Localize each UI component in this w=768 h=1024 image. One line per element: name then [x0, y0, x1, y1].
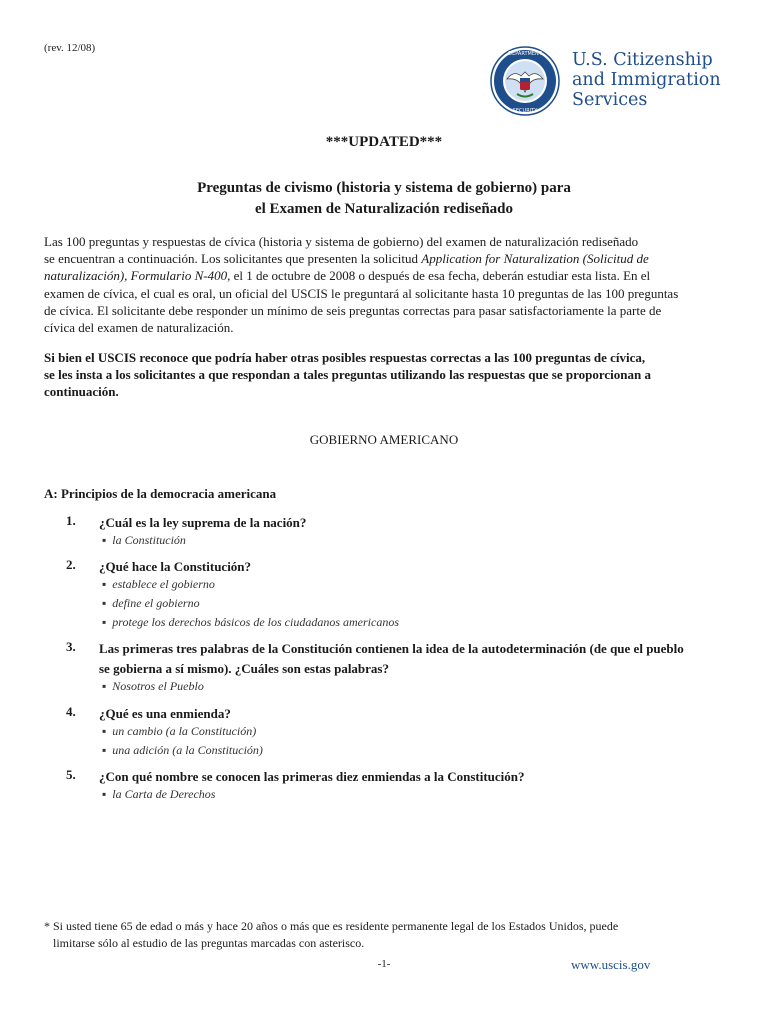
agency-name: [572, 50, 721, 110]
bullet-icon: ▪: [102, 787, 107, 801]
answer-item: ▪ define el gobierno: [102, 596, 200, 610]
page-number: -1-: [377, 958, 391, 970]
document-title: [0, 178, 768, 220]
answer-list: [102, 785, 215, 804]
svg-text:SECURITY: SECURITY: [512, 108, 538, 114]
question-text: Las primeras tres palabras de la Constitución contienen la idea de la autodeterminación (de que el pueblo se gobierna a sí mismo). ¿Cuáles son estas palabras?: [99, 641, 684, 676]
bullet-icon: ▪: [102, 679, 107, 693]
question-number: 5.: [66, 767, 76, 782]
answer-item: ▪ una adición (a la Constitución): [102, 743, 263, 757]
form-title-italic: naturalización), Formulario N-400: [44, 268, 228, 284]
intro-line: de cívica. El solicitante debe responder un mínimo de seis preguntas correctas para pasar satisfactoriamente la parte de: [44, 302, 662, 318]
svg-text:DEPARTMENT: DEPARTMENT: [508, 51, 542, 57]
answer-item: ▪ un cambio (a la Constitución): [102, 724, 257, 738]
question-number: 1.: [66, 513, 76, 528]
bullet-icon: ▪: [102, 615, 107, 629]
form-title-italic: Application for Naturalization (Solicitud de: [421, 251, 649, 267]
bullet-icon: ▪: [102, 724, 107, 738]
answer-list: [102, 531, 186, 550]
answer-item: ▪ Nosotros el Pueblo: [102, 679, 204, 693]
question-text: ¿Cuál es la ley suprema de la nación?: [99, 515, 307, 530]
intro-line: se encuentran a continuación. Los solicitantes que presenten la solicitud Application for Naturalization (Solicitud de: [44, 251, 649, 267]
intro-line: cívica del examen de naturalización.: [44, 320, 234, 336]
section-title: GOBIERNO AMERICANO: [309, 432, 459, 447]
answer-list: [102, 575, 399, 632]
question-text: ¿Con qué nombre se conocen las primeras diez enmiendas a la Constitución?: [99, 769, 525, 784]
bullet-icon: ▪: [102, 577, 107, 591]
agency-name-line: Services: [572, 90, 648, 110]
footnote-line: * Si usted tiene 65 de edad o más y hace 20 años o más que es residente permanente legal de los Estados Unidos, puede: [44, 919, 619, 933]
updated-banner: ***UPDATED***: [325, 134, 443, 150]
answer-item: ▪ la Carta de Derechos: [102, 787, 216, 801]
agency-name-line: U.S. Citizenship: [572, 50, 713, 70]
intro-line: examen de cívica, el cual es oral, un oficial del USCIS le preguntará al solicitante hasta 10 preguntas de las 100 preguntas: [44, 285, 679, 301]
footnote: [44, 918, 734, 951]
bullet-icon: ▪: [102, 533, 107, 547]
answer-list: [102, 722, 263, 760]
question-number: 2.: [66, 557, 76, 572]
bullet-icon: ▪: [102, 596, 107, 610]
agency-name-line: and Immigration: [572, 70, 721, 90]
question-text: ¿Qué es una enmienda?: [99, 706, 231, 721]
footnote-line: limitarse sólo al estudio de las preguntas marcadas con asterisco.: [44, 935, 365, 950]
title-line: Preguntas de civismo (historia y sistema de gobierno) para: [197, 180, 571, 196]
intro-paragraph: [44, 233, 724, 336]
subsection-title: A: Principios de la democracia americana: [44, 486, 277, 501]
intro-line: naturalización), Formulario N-400, el 1 de octubre de 2008 o después de esa fecha, deberán estudiar esta lista. En el: [44, 268, 651, 284]
question-number: 4.: [66, 704, 76, 719]
question-text: ¿Qué hace la Constitución?: [99, 559, 252, 574]
title-line: el Examen de Naturalización rediseñado: [254, 201, 514, 217]
website-link[interactable]: www.uscis.gov: [571, 957, 651, 972]
uscis-logo: [490, 46, 730, 116]
dhs-seal-icon: [490, 46, 560, 116]
answer-item: ▪ la Constitución: [102, 533, 186, 547]
question-number: 3.: [66, 639, 76, 654]
answer-item: ▪ establece el gobierno: [102, 577, 215, 591]
notice-line: continuación.: [44, 384, 119, 400]
revision-date: (rev. 12/08): [44, 42, 96, 54]
intro-line: Las 100 preguntas y respuestas de cívica (historia y sistema de gobierno) del examen de naturalización rediseñado: [44, 234, 639, 249]
answer-item: ▪ protege los derechos básicos de los ciudadanos americanos: [102, 615, 400, 629]
answer-list: [102, 677, 204, 696]
notice-line: Si bien el USCIS reconoce que podría haber otras posibles respuestas correctas a las 100 preguntas de cívica,: [44, 350, 646, 365]
notice-paragraph: [44, 349, 724, 401]
notice-line: se les insta a los solicitantes a que respondan a tales preguntas utilizando las respuestas que se proporcionan a: [44, 367, 651, 383]
bullet-icon: ▪: [102, 743, 107, 757]
